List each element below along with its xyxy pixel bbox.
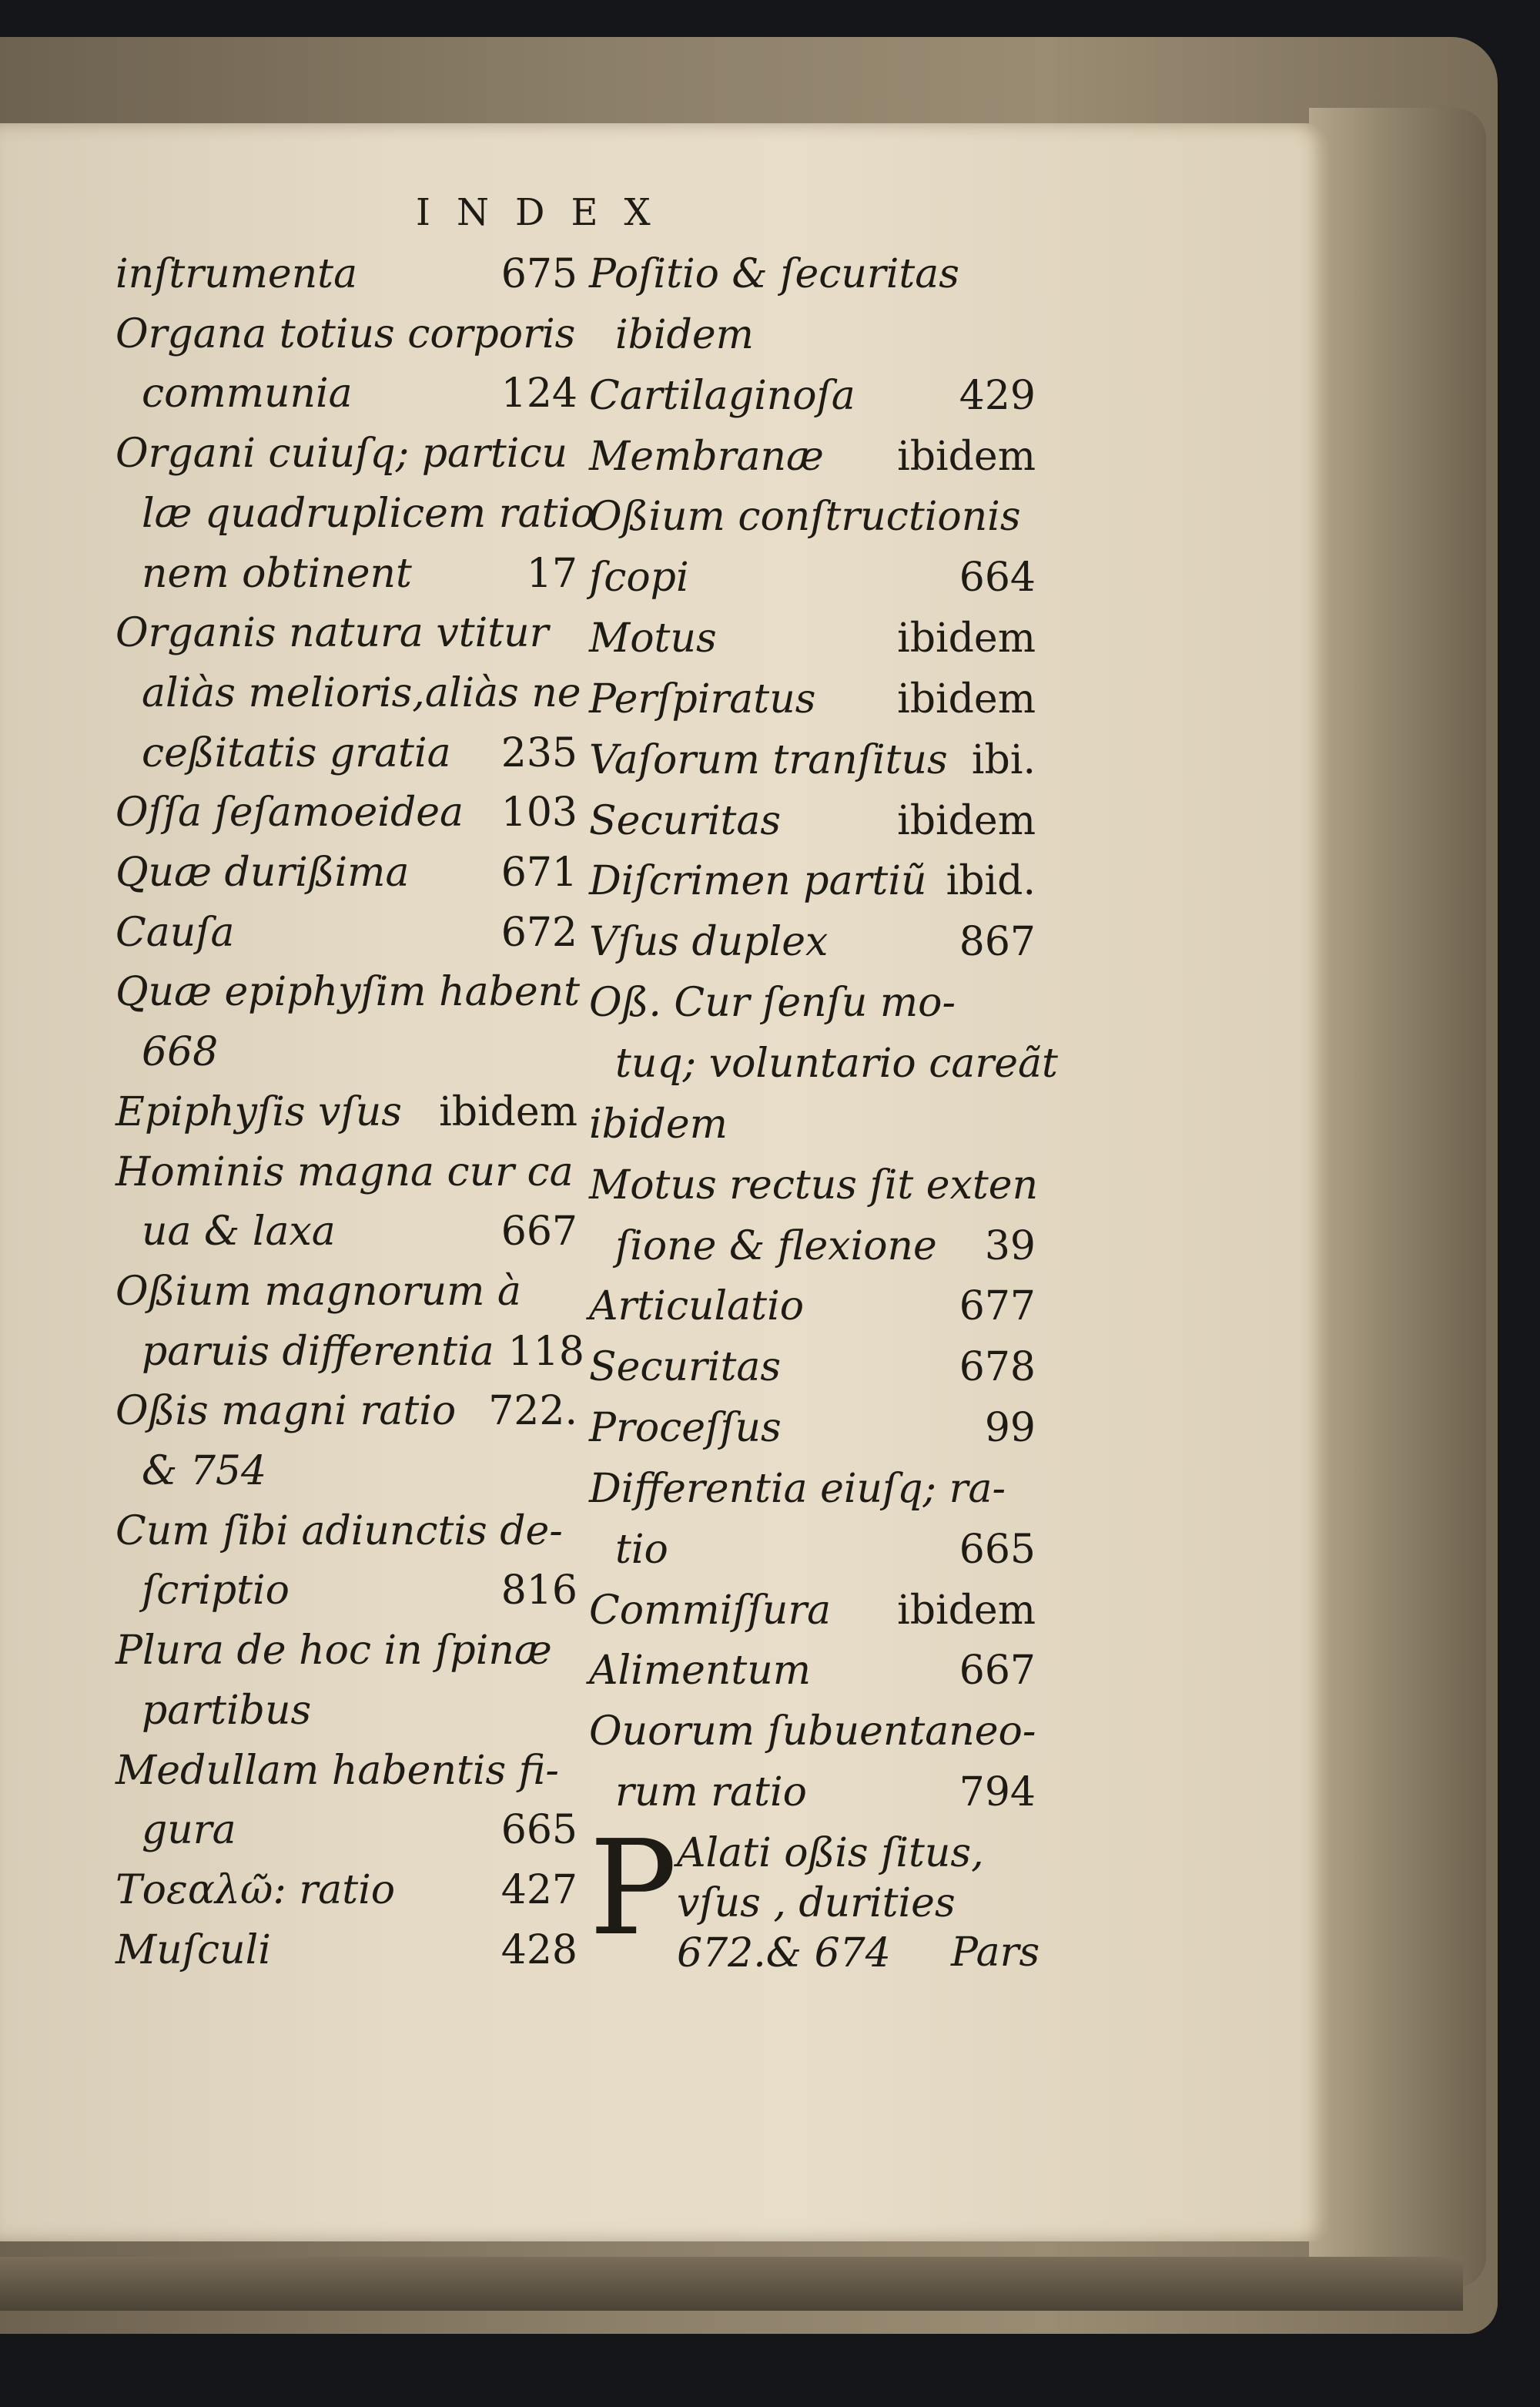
page-bottom-edge (0, 2257, 1463, 2311)
entry-text: Τοεαλῶ: ratio (116, 1866, 396, 1913)
index-entry (116, 669, 581, 722)
entry-text: Differentia eiuſq; ra- (589, 1465, 1006, 1512)
entry-text: Vaſorum tranſitus (589, 736, 948, 783)
entry-text: Alati oßis ſitus, (677, 1829, 984, 1876)
index-entry (116, 1088, 578, 1141)
entry-text: Oßium conſtructionis (589, 494, 1021, 541)
entry-page-number: 235 (500, 729, 578, 776)
entry-page-number: 664 (959, 555, 1036, 602)
entry-text: Epiphyſis vſus (116, 1088, 402, 1135)
entry-text: Muſculi (116, 1926, 271, 1973)
entry-text: Membranæ (589, 433, 824, 480)
index-entry (116, 1209, 578, 1261)
entry-page-number: 671 (500, 850, 578, 897)
entry-page-number: ibidem (897, 676, 1036, 722)
index-entry (589, 1526, 1036, 1579)
index-entry (589, 1708, 1036, 1761)
index-entry (116, 550, 578, 603)
entry-text: inſtrumenta (116, 251, 358, 297)
index-entry (116, 909, 578, 962)
entry-text: Diſcrimen partiũ (589, 858, 927, 905)
index-entry (677, 1879, 1036, 1929)
entry-page-number: 667 (500, 1209, 578, 1255)
index-entry (589, 1040, 1058, 1093)
index-entry (116, 310, 578, 364)
entry-text: Cauſa (116, 909, 235, 956)
entry-text: 668 (142, 1029, 219, 1076)
entry-text: Oß. Cur ſenſu mo- (589, 980, 956, 1027)
entry-page-number: ibidem (897, 433, 1036, 480)
index-entry (116, 251, 578, 303)
entry-text: Vſus duplex (589, 919, 829, 966)
entry-text: Organi cuiuſq; particu (116, 431, 568, 478)
entry-text: Hominis magna cur ca (116, 1148, 574, 1195)
entry-text: Perſpiratus (589, 676, 816, 722)
entry-text: Plura de hoc in ſpinæ (116, 1628, 552, 1675)
index-entry (589, 1587, 1036, 1640)
index-entry (116, 729, 578, 783)
entry-text: Quæ epiphyſim habent (116, 969, 581, 1016)
index-entry (116, 1807, 578, 1859)
index-entry (589, 1405, 1036, 1457)
index-entry (116, 1866, 578, 1919)
drop-cap-letter: P (589, 1812, 678, 1965)
entry-text: Articulatio (589, 1283, 805, 1330)
entry-text: Cartilaginoſa (589, 372, 855, 419)
entry-text: Poſitio & ſecuritas (589, 251, 959, 297)
index-entry (589, 494, 1036, 546)
entry-page-number: ibidem (897, 1587, 1036, 1634)
entry-page-number: 124 (500, 370, 578, 417)
index-entry (116, 1507, 578, 1561)
index-entry (589, 1101, 1036, 1154)
entry-page-number: 867 (959, 919, 1036, 966)
index-entry (589, 797, 1036, 850)
entry-text: & 754 (142, 1448, 267, 1495)
index-entry (116, 1029, 578, 1081)
entry-text: Motus (589, 615, 717, 662)
entry-text: gura (142, 1807, 236, 1854)
entry-text: læ quadruplicem ratio (142, 490, 595, 537)
page-header: INDEX (416, 191, 677, 234)
entry-page-number: 816 (500, 1567, 578, 1614)
entry-text: Motus rectus ſit exten (589, 1162, 1039, 1209)
entry-text: paruis differentia (142, 1328, 494, 1375)
cover-edge (1309, 108, 1486, 2288)
entry-text: Securitas (589, 1344, 782, 1391)
entry-page-number: 675 (500, 251, 578, 297)
entry-text: ſcriptio (142, 1567, 290, 1614)
index-entry (116, 610, 578, 662)
entry-text: Oſſa ſeſamoeidea (116, 789, 464, 836)
entry-text: ceßitatis gratia (142, 729, 451, 776)
entry-page-number: 667 (959, 1648, 1036, 1695)
index-entry (589, 372, 1036, 425)
entry-text: ibidem (615, 311, 754, 358)
entry-page-number: 672 (500, 909, 578, 956)
index-entry (116, 1268, 578, 1321)
entry-page-number: ibidem (897, 797, 1036, 844)
entry-page-number: 428 (500, 1926, 578, 1973)
entry-text: tuq; voluntario careãt (615, 1040, 1058, 1087)
entry-page-number: 794 (959, 1769, 1036, 1816)
index-entry (116, 1388, 578, 1440)
index-entry (116, 1148, 578, 1202)
entry-page-number: ibid. (946, 858, 1036, 905)
entry-text: Ouorum ſubuentaneo- (589, 1708, 1036, 1755)
entry-page-number: 722. (488, 1388, 578, 1435)
index-entry (677, 1829, 1036, 1879)
entry-page-number: ibidem (439, 1088, 578, 1135)
entry-text: ſcopi (589, 555, 689, 602)
entry-text: Alimentum (589, 1648, 812, 1695)
entry-page-number: ibidem (897, 615, 1036, 662)
index-entry (589, 251, 1036, 303)
index-entry (116, 490, 595, 543)
index-entry (116, 1926, 578, 1980)
entry-text: ibidem (589, 1101, 728, 1148)
entry-page-number: 665 (959, 1526, 1036, 1573)
entry-text: ſione & flexione (615, 1222, 937, 1269)
index-entry (589, 433, 1036, 486)
entry-text: Commiſſura (589, 1587, 832, 1634)
entry-text: Oßium magnorum à (116, 1268, 521, 1315)
index-entry (589, 1283, 1036, 1336)
index-entry (116, 1628, 578, 1680)
entry-text: vſus , durities (677, 1879, 956, 1926)
index-entry (116, 1747, 578, 1800)
index-column-right (589, 251, 1058, 1980)
entry-text: Cum ſibi adiunctis de- (116, 1507, 563, 1554)
entry-page-number: 118 (507, 1328, 584, 1375)
entry-text: Securitas (589, 797, 782, 844)
index-entry (589, 1162, 1039, 1215)
index-entry (116, 1448, 578, 1500)
entry-text: Proceſſus (589, 1405, 782, 1452)
index-entry (116, 1687, 578, 1740)
index-entry (589, 1344, 1036, 1396)
entry-text: Oßis magni ratio (116, 1388, 457, 1435)
index-entry (116, 1567, 578, 1620)
index-entry (589, 676, 1036, 729)
index-entry (589, 980, 1036, 1032)
entry-page-number: 427 (500, 1866, 578, 1913)
index-column-left (116, 251, 595, 1980)
entry-text: Medullam habentis fi- (116, 1747, 559, 1794)
index-entry (589, 555, 1036, 607)
index-entry (116, 969, 581, 1021)
entry-text: tio (615, 1526, 668, 1573)
entry-text: Organis natura vtitur (116, 610, 549, 657)
entry-page-number: 429 (959, 372, 1036, 419)
entry-text: aliàs melioris,aliàs ne (142, 669, 581, 716)
entry-page-number: 99 (984, 1405, 1036, 1452)
entry-text: communia (142, 370, 353, 417)
entry-page-number: 103 (500, 789, 578, 836)
entry-page-number: ibi. (971, 736, 1036, 783)
catchword: Pars (951, 1929, 1040, 1976)
entry-text: nem obtinent (142, 550, 412, 597)
entry-page-number: 677 (959, 1283, 1036, 1330)
entry-page-number: 39 (984, 1222, 1036, 1269)
entry-text: partibus (142, 1687, 312, 1734)
index-entry (589, 1222, 1036, 1276)
index-entry (589, 1648, 1036, 1700)
index-entry (589, 1465, 1036, 1518)
entry-page-number: 665 (500, 1807, 578, 1854)
entry-text: ua & laxa (142, 1209, 336, 1255)
index-entry (589, 858, 1036, 910)
entry-text: rum ratio (615, 1769, 807, 1816)
index-entry (589, 311, 1036, 364)
entry-text: Quæ durißima (116, 850, 410, 897)
entry-text: Organa totius corporis (116, 310, 576, 357)
entry-page-number: 17 (526, 550, 578, 597)
index-entry (589, 615, 1036, 668)
index-entry (589, 919, 1036, 971)
index-entry (116, 431, 578, 483)
index-entry (116, 789, 578, 842)
entry-text: 672.& 674 (677, 1929, 891, 1976)
index-entry (116, 850, 578, 902)
entry-page-number: 678 (959, 1344, 1036, 1391)
index-entry (116, 370, 578, 423)
index-entry (589, 736, 1036, 789)
index-entry (116, 1328, 584, 1381)
